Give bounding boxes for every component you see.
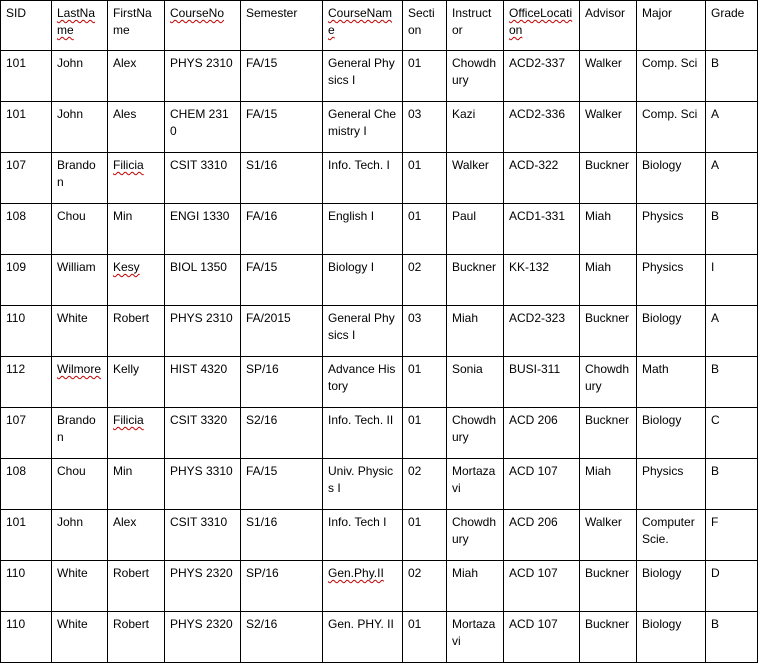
table-row [1,612,758,663]
cell-advisor: Walker [580,510,637,561]
cell-semester: FA/2015 [241,306,323,357]
cell-first-name: Robert [108,561,165,612]
cell-course-name: English I [323,204,403,255]
cell-instructor: Miah [447,561,504,612]
table-row [1,306,758,357]
cell-instructor: Kazi [447,102,504,153]
cell-office-location: ACD1-331 [504,204,580,255]
header-office-location: OfficeLocation [504,1,580,51]
cell-instructor: Sonia [447,357,504,408]
cell-major: Math [637,357,706,408]
header-instructor: Instructor [447,1,504,51]
cell-sid: 109 [1,255,52,306]
cell-sid: 107 [1,153,52,204]
cell-sid: 110 [1,612,52,663]
cell-grade: F [706,510,758,561]
table-row [1,51,758,102]
cell-course-no: PHYS 2310 [165,306,241,357]
cell-office-location: ACD 107 [504,459,580,510]
cell-sid: 101 [1,510,52,561]
cell-major: Biology [637,612,706,663]
cell-last-name: John [52,102,108,153]
cell-section: 02 [403,255,447,306]
cell-section: 01 [403,408,447,459]
cell-semester: FA/16 [241,204,323,255]
cell-grade: D [706,561,758,612]
cell-semester: FA/15 [241,51,323,102]
table-row [1,357,758,408]
cell-sid: 110 [1,561,52,612]
cell-office-location: KK-132 [504,255,580,306]
cell-office-location: ACD2-323 [504,306,580,357]
cell-office-location: ACD-322 [504,153,580,204]
cell-last-name: White [52,306,108,357]
table-row [1,510,758,561]
cell-section: 01 [403,51,447,102]
cell-semester: SP/16 [241,357,323,408]
cell-first-name: Robert [108,306,165,357]
cell-semester: FA/15 [241,459,323,510]
cell-office-location: ACD2-337 [504,51,580,102]
header-first-name: FirstName [108,1,165,51]
cell-advisor: Walker [580,102,637,153]
cell-last-name: John [52,51,108,102]
cell-advisor: Buckner [580,561,637,612]
cell-sid: 101 [1,51,52,102]
cell-last-name: Brandon [52,153,108,204]
cell-section: 01 [403,204,447,255]
header-sid: SID [1,1,52,51]
cell-course-no: ENGI 1330 [165,204,241,255]
cell-instructor: Buckner [447,255,504,306]
cell-course-no: PHYS 2320 [165,612,241,663]
cell-section: 01 [403,357,447,408]
cell-grade: A [706,102,758,153]
cell-office-location: ACD 107 [504,561,580,612]
cell-course-no: BIOL 1350 [165,255,241,306]
cell-semester: S2/16 [241,612,323,663]
table-row [1,561,758,612]
cell-course-no: PHYS 2320 [165,561,241,612]
cell-sid: 112 [1,357,52,408]
cell-grade: A [706,306,758,357]
cell-course-name: Info. Tech. I [323,153,403,204]
cell-grade: C [706,408,758,459]
cell-course-no: HIST 4320 [165,357,241,408]
cell-sid: 110 [1,306,52,357]
cell-course-no: CSIT 3310 [165,510,241,561]
cell-section: 02 [403,459,447,510]
cell-office-location: ACD 206 [504,510,580,561]
cell-course-no: CSIT 3310 [165,153,241,204]
cell-instructor: Mortazavi [447,459,504,510]
cell-last-name: Wilmore [52,357,108,408]
cell-major: Computer Scie. [637,510,706,561]
cell-first-name: Kelly [108,357,165,408]
cell-advisor: Buckner [580,153,637,204]
cell-course-no: CHEM 2310 [165,102,241,153]
cell-course-name: Univ. Physics I [323,459,403,510]
cell-first-name: Ales [108,102,165,153]
cell-course-name: General Physics I [323,51,403,102]
cell-major: Comp. Sci [637,51,706,102]
cell-section: 02 [403,561,447,612]
table-row [1,255,758,306]
cell-course-name: Gen. PHY. II [323,612,403,663]
cell-advisor: Miah [580,459,637,510]
cell-instructor: Chowdhury [447,51,504,102]
table-row [1,408,758,459]
cell-major: Physics [637,459,706,510]
cell-last-name: White [52,612,108,663]
cell-section: 03 [403,102,447,153]
table-row [1,459,758,510]
table-row [1,204,758,255]
cell-major: Biology [637,153,706,204]
cell-grade: B [706,357,758,408]
cell-course-name: Info. Tech I [323,510,403,561]
table-row [1,153,758,204]
cell-section: 01 [403,510,447,561]
cell-office-location: ACD 206 [504,408,580,459]
cell-office-location: ACD2-336 [504,102,580,153]
cell-advisor: Chowdhury [580,357,637,408]
cell-major: Biology [637,306,706,357]
cell-instructor: Chowdhury [447,510,504,561]
cell-section: 03 [403,306,447,357]
cell-major: Biology [637,561,706,612]
cell-major: Biology [637,408,706,459]
cell-last-name: William [52,255,108,306]
cell-first-name: Filicia [108,153,165,204]
cell-instructor: Mortazavi [447,612,504,663]
cell-last-name: John [52,510,108,561]
cell-first-name: Min [108,204,165,255]
cell-major: Comp. Sci [637,102,706,153]
cell-semester: S2/16 [241,408,323,459]
cell-advisor: Miah [580,204,637,255]
cell-course-name: General Chemistry I [323,102,403,153]
cell-last-name: Chou [52,459,108,510]
cell-sid: 108 [1,459,52,510]
cell-course-no: CSIT 3320 [165,408,241,459]
cell-advisor: Buckner [580,612,637,663]
cell-semester: S1/16 [241,153,323,204]
cell-semester: SP/16 [241,561,323,612]
cell-semester: S1/16 [241,510,323,561]
cell-grade: B [706,459,758,510]
cell-grade: B [706,204,758,255]
cell-sid: 108 [1,204,52,255]
cell-major: Physics [637,204,706,255]
cell-instructor: Chowdhury [447,408,504,459]
cell-advisor: Buckner [580,306,637,357]
cell-section: 01 [403,612,447,663]
cell-semester: FA/15 [241,255,323,306]
cell-sid: 107 [1,408,52,459]
cell-office-location: BUSI-311 [504,357,580,408]
cell-first-name: Filicia [108,408,165,459]
header-course-name: CourseName [323,1,403,51]
cell-grade: B [706,612,758,663]
cell-grade: I [706,255,758,306]
cell-advisor: Buckner [580,408,637,459]
cell-major: Physics [637,255,706,306]
table-row [1,102,758,153]
cell-course-name: Advance History [323,357,403,408]
header-course-no: CourseNo [165,1,241,51]
cell-instructor: Walker [447,153,504,204]
cell-first-name: Alex [108,51,165,102]
cell-course-no: PHYS 2310 [165,51,241,102]
cell-course-name: Info. Tech. II [323,408,403,459]
cell-sid: 101 [1,102,52,153]
header-semester: Semester [241,1,323,51]
cell-first-name: Alex [108,510,165,561]
cell-last-name: White [52,561,108,612]
cell-section: 01 [403,153,447,204]
cell-first-name: Robert [108,612,165,663]
header-major: Major [637,1,706,51]
cell-office-location: ACD 107 [504,612,580,663]
cell-advisor: Walker [580,51,637,102]
cell-instructor: Paul [447,204,504,255]
cell-last-name: Brandon [52,408,108,459]
cell-grade: B [706,51,758,102]
header-grade: Grade [706,1,758,51]
header-last-name: LastName [52,1,108,51]
cell-course-name: Biology I [323,255,403,306]
cell-advisor: Miah [580,255,637,306]
header-section: Section [403,1,447,51]
cell-instructor: Miah [447,306,504,357]
header-advisor: Advisor [580,1,637,51]
cell-grade: A [706,153,758,204]
cell-course-name: Gen.Phy.II [323,561,403,612]
cell-course-name: General Physics I [323,306,403,357]
cell-first-name: Min [108,459,165,510]
header-row [1,1,758,51]
cell-last-name: Chou [52,204,108,255]
cell-course-no: PHYS 3310 [165,459,241,510]
cell-first-name: Kesy [108,255,165,306]
cell-semester: FA/15 [241,102,323,153]
